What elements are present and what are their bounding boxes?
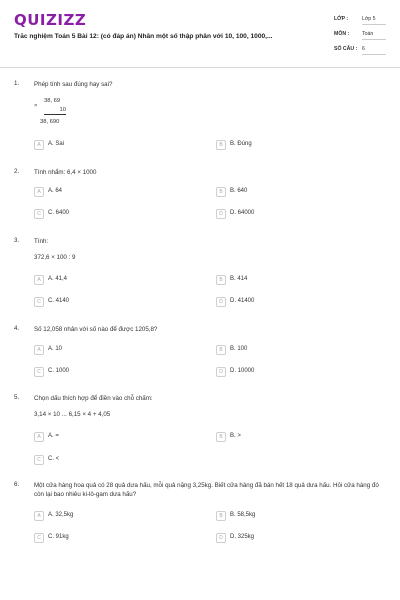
- option-letter-box: D: [216, 209, 226, 219]
- question-text: Tính nhẩm: 6,4 × 1000: [34, 169, 97, 176]
- question-number: 4.: [14, 325, 20, 332]
- worksheet-title: Trắc nghiệm Toán 5 Bài 12: (có đáp án) Nhân một số thập phân với 10, 100, 1000,...: [14, 33, 273, 40]
- question-expression: 372,6 × 100 : 9: [34, 254, 76, 261]
- option-letter-box: C: [34, 367, 44, 377]
- option-label: B. 414: [230, 276, 248, 282]
- question-expression: 3,14 × 10 ... 6,15 × 4 + 4,05: [34, 411, 111, 418]
- option-letter-box: D: [216, 367, 226, 377]
- option-letter-box: D: [216, 297, 226, 307]
- option-letter-box: C: [34, 209, 44, 219]
- option-label: A. 64: [48, 188, 63, 194]
- question-text: Chọn dấu thích hợp để điền vào chỗ chấm:: [34, 395, 153, 402]
- option-label: B. 58,5kg: [230, 512, 256, 518]
- option-label: C. 6400: [48, 210, 70, 216]
- quizizz-logo: QUIZIZZ: [14, 11, 87, 29]
- option-label: A. 41,4: [48, 276, 68, 282]
- calc-result: 38, 690: [40, 119, 60, 125]
- option-label: C. <: [48, 456, 60, 462]
- option-letter-box: B: [216, 511, 226, 521]
- meta-label: LỚP :: [334, 16, 349, 22]
- option-label: C. 4140: [48, 298, 70, 304]
- option-letter-box: A: [34, 140, 44, 150]
- question-text: Phép tính sau đúng hay sai?: [34, 81, 113, 88]
- worksheet-header: [0, 0, 400, 66]
- meta-value: 6: [362, 46, 386, 55]
- option-label: A. =: [48, 433, 59, 439]
- option-label: C. 91kg: [48, 534, 69, 540]
- option-label: A. Sai: [48, 141, 65, 147]
- question-text: Tính:: [34, 238, 49, 245]
- question-text: Số 12,058 nhân với số nào để được 1205,8?: [34, 326, 158, 333]
- option-letter-box: B: [216, 275, 226, 285]
- option-letter-box: A: [34, 511, 44, 521]
- question-number: 2.: [14, 168, 20, 175]
- calc-operand-a: 38, 69: [44, 98, 61, 104]
- option-letter-box: B: [216, 432, 226, 442]
- option-label: D. 41400: [230, 298, 255, 304]
- option-letter-box: C: [34, 455, 44, 465]
- option-letter-box: A: [34, 275, 44, 285]
- question-number: 1.: [14, 80, 20, 87]
- meta-value: Lớp 5: [362, 16, 386, 25]
- option-letter-box: C: [34, 533, 44, 543]
- option-label: A. 10: [48, 346, 63, 352]
- meta-label: SỐ CÂU :: [334, 46, 358, 52]
- option-label: A. 32,5kg: [48, 512, 74, 518]
- option-label: D. 325kg: [230, 534, 255, 540]
- meta-label: MÔN :: [334, 31, 350, 37]
- option-label: B. >: [230, 433, 241, 439]
- option-letter-box: A: [34, 345, 44, 355]
- meta-value: Toán: [362, 31, 386, 40]
- calc-operator: ×: [34, 103, 38, 109]
- question-number: 6.: [14, 481, 20, 488]
- question-number: 5.: [14, 394, 20, 401]
- option-label: C. 1000: [48, 368, 70, 374]
- question-number: 3.: [14, 237, 20, 244]
- header-divider: [0, 67, 400, 68]
- option-letter-box: D: [216, 533, 226, 543]
- option-label: B. 640: [230, 188, 248, 194]
- option-letter-box: A: [34, 187, 44, 197]
- option-letter-box: C: [34, 297, 44, 307]
- option-label: D. 64000: [230, 210, 255, 216]
- option-letter-box: B: [216, 140, 226, 150]
- calc-operand-b: 10: [44, 107, 66, 115]
- option-label: D. 10000: [230, 368, 255, 374]
- option-label: B. 100: [230, 346, 248, 352]
- option-letter-box: B: [216, 345, 226, 355]
- option-letter-box: B: [216, 187, 226, 197]
- option-label: B. Đúng: [230, 141, 252, 147]
- question-text: Một cửa hàng hoa quả có 28 quả dưa hấu, mỗi quả nặng 3,25kg. Biết cửa hàng đã bán hết 18 quả dưa hấu. Hỏi cửa hàng đó còn lại bao nhiêu ki-lô-gam dưa hấu?: [34, 482, 379, 498]
- option-letter-box: A: [34, 432, 44, 442]
